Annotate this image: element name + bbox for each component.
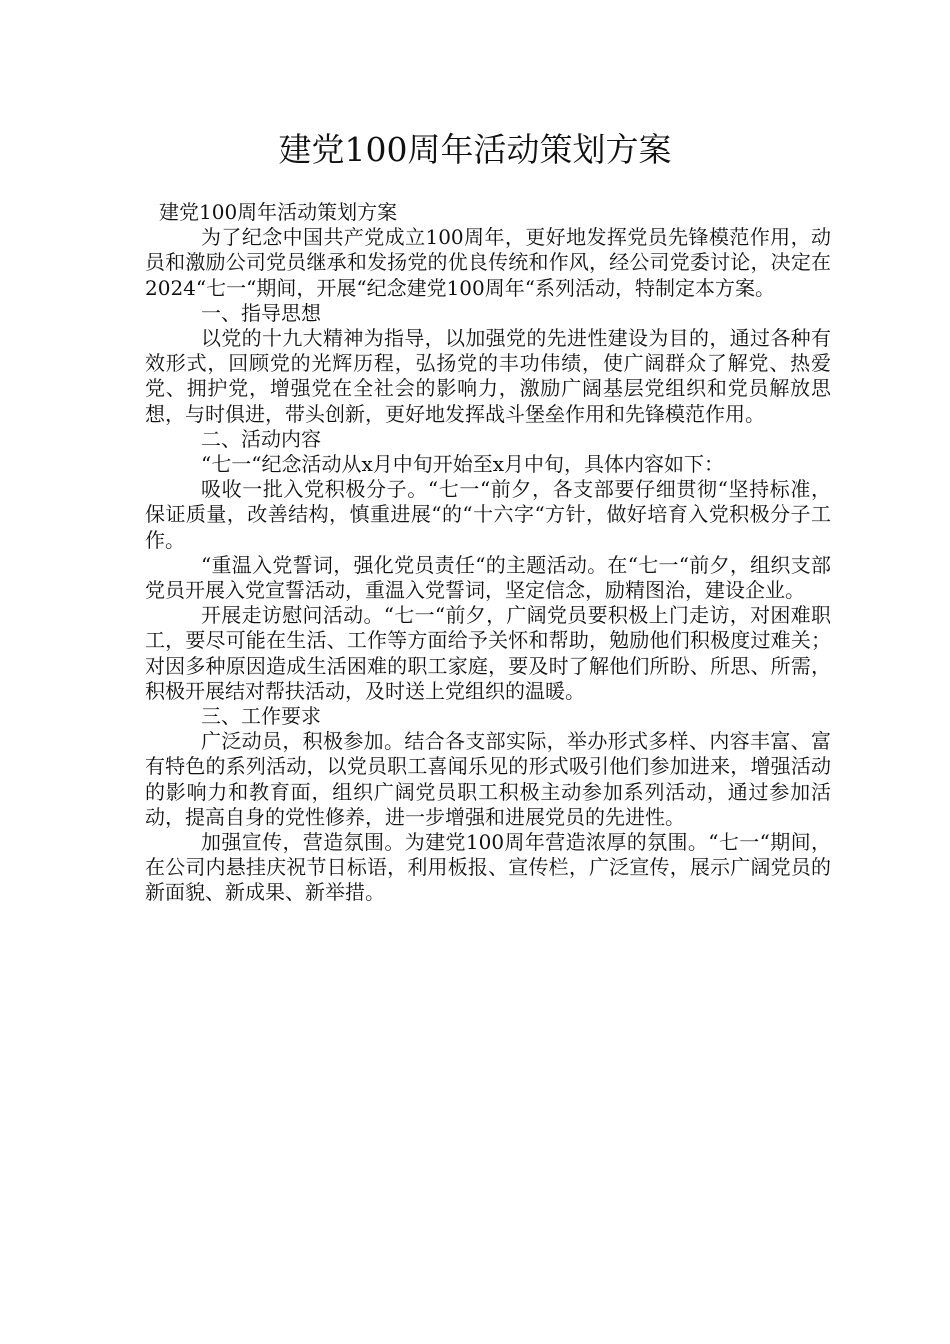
section-paragraph: 广泛动员，积极参加。结合各支部实际，举办形式多样、内容丰富、富有特色的系列活动，以党员职工喜闻乐见的形式吸引他们参加进来，增强活动的影响力和教育面，组织广阔党员职工积极主动参加系列活动，通过参加活动，提高自身的党性修养，进一步增强和进展党员的先进性。 (145, 729, 831, 829)
section-heading-guiding-ideology: 一、指导思想 (201, 300, 321, 325)
intro-paragraph: 为了纪念中国共产党成立100周年，更好地发挥党员先锋模范作用，动员和激励公司党员继承和发扬党的优良传统和作风，经公司党委讨论，决定在2024“七一“期间，开展“纪念建党100周年“系列活动，特制定本方案。 (145, 225, 831, 300)
section-paragraph: “七一“纪念活动从x月中旬开始至x月中旬，具体内容如下： (201, 452, 725, 477)
section-heading-activity-content: 二、活动内容 (201, 426, 321, 451)
document-title: 建党100周年活动策划方案 (278, 130, 672, 169)
section-paragraph: 以党的十九大精神为指导，以加强党的先进性建设为目的，通过各种有效形式，回顾党的光辉历程，弘扬党的丰功伟绩，使广阔群众了解党、热爱党、拥护党，增强党在全社会的影响力，激励广阔基层党组织和党员解放思想，与时俱进，带头创新，更好地发挥战斗堡垒作用和先锋模范作用。 (145, 326, 831, 426)
section-heading-work-requirements: 三、工作要求 (201, 704, 321, 729)
section-paragraph: 加强宣传，营造氛围。为建党100周年营造浓厚的氛围。“七一“期间，在公司内悬挂庆祝节日标语，利用板报、宣传栏，广泛宣传，展示广阔党员的新面貌、新成果、新举措。 (145, 830, 831, 905)
document-subtitle: 建党100周年活动策划方案 (159, 200, 398, 224)
section-paragraph: “重温入党誓词，强化党员责任“的主题活动。在“七一“前夕，组织支部党员开展入党宣誓活动，重温入党誓词，坚定信念，励精图治，建设企业。 (145, 552, 831, 603)
section-paragraph: 吸收一批入党积极分子。“七一“前夕，各支部要仔细贯彻“坚持标准，保证质量，改善结构，慎重进展“的“十六字“方针，做好培育入党积极分子工作。 (145, 477, 831, 552)
section-paragraph: 开展走访慰问活动。“七一“前夕，广阔党员要积极上门走访，对困难职工，要尽可能在生活、工作等方面给予关怀和帮助，勉励他们积极度过难关；对因多种原因造成生活困难的职工家庭，要及时了解他们所盼、所思、所需，积极开展结对帮扶活动，及时送上党组织的温暖。 (145, 603, 831, 703)
document-body (145, 200, 831, 906)
